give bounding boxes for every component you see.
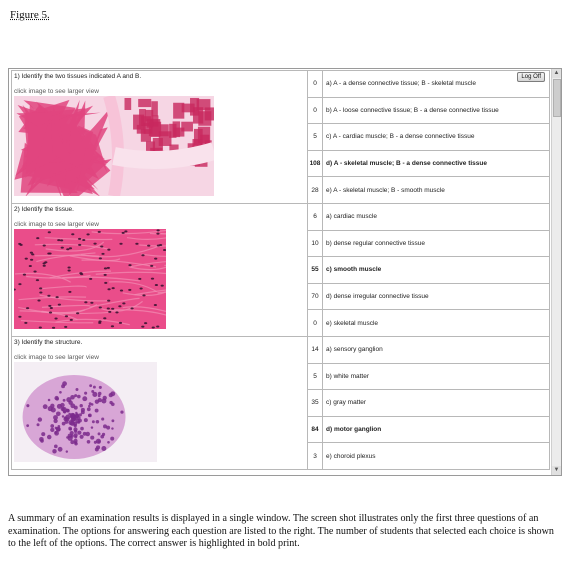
motor-ganglion-micrograph[interactable] (14, 362, 305, 462)
figure-label: Figure 5. (10, 9, 50, 21)
question-text: 2) Identify the tissue. (14, 205, 74, 213)
answer-option: e) A - skeletal muscle; B - smooth muscle (323, 177, 550, 204)
response-count: 14 (308, 336, 323, 363)
response-count: 35 (308, 390, 323, 417)
skeletal-muscle-and-dense-connective-tissue-micrograph[interactable] (14, 96, 305, 196)
response-count: 0 (308, 97, 323, 124)
question-cell (12, 203, 308, 336)
answer-option: a) sensory ganglion (323, 336, 550, 363)
response-count: 84 (308, 416, 323, 443)
answer-option: b) dense regular connective tissue (323, 230, 550, 257)
response-count: 108 (308, 150, 323, 177)
answer-option: c) A - cardiac muscle; B - a dense connective tissue (323, 124, 550, 151)
response-count: 10 (308, 230, 323, 257)
larger-view-link[interactable]: click image to see larger view (14, 88, 99, 95)
response-count: 6 (308, 203, 323, 230)
logoff-button[interactable]: Log Off (517, 72, 545, 82)
correct-answer-option: d) A - skeletal muscle; B - a dense connective tissue (323, 150, 550, 177)
option-row (12, 71, 550, 98)
scroll-thumb[interactable] (553, 79, 561, 117)
smooth-muscle-micrograph[interactable] (14, 229, 305, 329)
response-count: 5 (308, 363, 323, 390)
results-table (11, 70, 550, 470)
answer-option: a) cardiac muscle (323, 203, 550, 230)
correct-answer-option: d) motor ganglion (323, 416, 550, 443)
scroll-down-arrow-icon[interactable]: ▼ (553, 467, 560, 473)
question-text: 1) Identify the two tissues indicated A and B. (14, 73, 142, 80)
figure-caption: A summary of an examination results is displayed in a single window. The screen shot illustrates only the first three questions of an examination. The options for answering each question are listed to the right. The number of students that selected each choice is shown to the left of the options. The correct answer is highlighted in bold print. (8, 513, 554, 549)
correct-answer-option: c) smooth muscle (323, 257, 550, 284)
response-count: 5 (308, 124, 323, 151)
answer-option: e) skeletal muscle (323, 310, 550, 337)
answer-option: b) A - loose connective tissue; B - a dense connective tissue (323, 97, 550, 124)
option-row (12, 336, 550, 363)
answer-option: d) dense irregular connective tissue (323, 283, 550, 310)
response-count: 70 (308, 283, 323, 310)
response-count: 55 (308, 257, 323, 284)
response-count: 0 (308, 310, 323, 337)
question-text: 3) Identify the structure. (14, 338, 83, 346)
answer-option: e) choroid plexus (323, 443, 550, 470)
question-cell (12, 71, 308, 204)
vertical-scrollbar[interactable] (551, 69, 561, 475)
response-count: 0 (308, 71, 323, 98)
response-count: 3 (308, 443, 323, 470)
larger-view-link[interactable]: click image to see larger view (14, 353, 99, 361)
scroll-up-arrow-icon[interactable]: ▲ (553, 70, 560, 76)
exam-results-window (8, 68, 562, 476)
question-cell (12, 336, 308, 469)
option-row (12, 203, 550, 230)
answer-option: a) A - a dense connective tissue; B - skeletal muscle (323, 71, 550, 98)
answer-option: c) gray matter (323, 390, 550, 417)
answer-option: b) white matter (323, 363, 550, 390)
response-count: 28 (308, 177, 323, 204)
larger-view-link[interactable]: click image to see larger view (14, 220, 99, 228)
